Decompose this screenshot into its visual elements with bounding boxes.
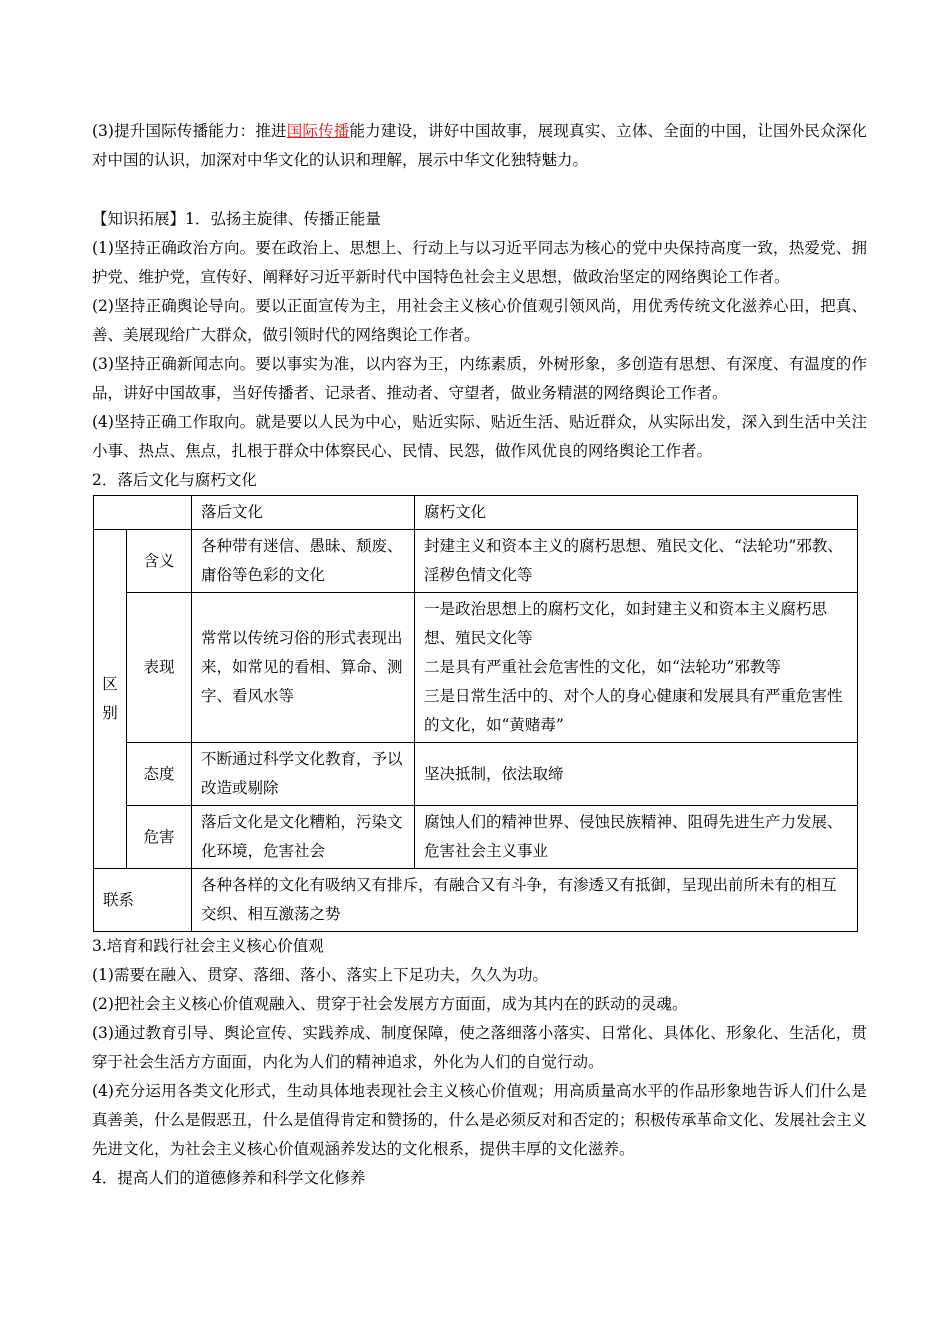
table-row <box>94 530 858 593</box>
section1-item-1: (1)坚持正确政治方向。要在政治上、思想上、行动上与以习近平同志为核心的党中央保持高度一致，热爱党、拥护党、维护党，宣传好、阐释好习近平新时代中国特色社会主义思想，做政治坚定的网络舆论工作者。 <box>92 239 867 286</box>
cell-backward-harm: 落后文化是文化糟粕，污染文化环境，危害社会 <box>192 806 415 869</box>
section3-item-4: (4)充分运用各类文化形式，生动具体地表现社会主义核心价值观；用高质量高水平的作品形象地告诉人们什么是真善美，什么是假恶丑，什么是值得肯定和赞扬的，什么是必须反对和否定的；积极传承革命文化、发展社会主义先进文化，为社会主义核心价值观涵养发达的文化根系，提供丰厚的文化滋养。 <box>92 1082 868 1158</box>
paragraph-international-communication <box>92 117 867 175</box>
header-decadent-culture: 腐朽文化 <box>415 496 858 530</box>
table-row <box>94 806 858 869</box>
table-row <box>94 869 858 932</box>
table-row <box>94 593 858 743</box>
section3-item-3: (3)通过教育引导、舆论宣传、实践养成、制度保障，使之落细落小落实、日常化、具体化、形象化、生活化，贯穿于社会生活方方面面，内化为人们的精神追求，外化为人们的自觉行动。 <box>92 1024 867 1071</box>
text-segment: (3)提升国际传播能力：推进 <box>92 122 287 140</box>
group-label-difference <box>94 530 127 869</box>
text-segment: 能力建设，讲好中国故事，展现真实、立体、全面的中国，让国外民众深化对中国的认识，加深对中华文化的认识和理解，展示中华文化独特魅力。 <box>92 122 867 169</box>
section3-item-1: (1)需要在融入、贯穿、落细、落小、落实上下足功夫，久久为功。 <box>92 966 548 984</box>
group-label-char: 别 <box>102 704 118 722</box>
row-label-harm: 危害 <box>127 806 192 869</box>
cell-decadent-meaning: 封建主义和资本主义的腐朽思想、殖民文化、“法轮功”邪教、淫秽色情文化等 <box>415 530 858 593</box>
cell-decadent-harm: 腐蚀人们的精神世界、侵蚀民族精神、阻碍先进生产力发展、危害社会主义事业 <box>415 806 858 869</box>
section3-item-2: (2)把社会主义核心价值观融入、贯穿于社会发展方方面面，成为其内在的跃动的灵魂。 <box>92 995 688 1013</box>
section2-title: 2．落后文化与腐朽文化 <box>92 471 257 489</box>
cell-decadent-attitude: 坚决抵制，依法取缔 <box>415 743 858 806</box>
decadent-manifestation-line: 二是具有严重社会危害性的文化，如“法轮功”邪教等 <box>424 658 781 676</box>
row-label-relation: 联系 <box>94 869 192 932</box>
cell-relation: 各种各样的文化有吸纳又有排斥，有融合又有斗争，有渗透又有抵御，呈现出前所未有的相互交织、相互激荡之势 <box>192 869 858 932</box>
cell-decadent-manifestation <box>415 593 858 743</box>
section1-title: 【知识拓展】1．弘扬主旋律、传播正能量 <box>92 210 381 228</box>
header-backward-culture: 落后文化 <box>192 496 415 530</box>
document-page <box>92 117 867 1193</box>
cell-backward-attitude: 不断通过科学文化教育，予以改造或剔除 <box>192 743 415 806</box>
row-label-meaning: 含义 <box>127 530 192 593</box>
table-corner-cell <box>94 496 192 530</box>
decadent-manifestation-line: 三是日常生活中的、对个人的身心健康和发展具有严重危害性的文化，如“黄赌毒” <box>424 687 843 734</box>
decadent-manifestation-line: 一是政治思想上的腐朽文化，如封建主义和资本主义腐朽思想、殖民文化等 <box>424 600 828 647</box>
international-communication-link[interactable]: 国际传播 <box>286 122 350 140</box>
row-label-attitude: 态度 <box>127 743 192 806</box>
section3-title: 3.培育和践行社会主义核心价值观 <box>92 937 324 955</box>
section1-item-3: (3)坚持正确新闻志向。要以事实为准，以内容为王，内练素质，外树形象，多创造有思想、有深度、有温度的作品，讲好中国故事，当好传播者、记录者、推动者、守望者，做业务精湛的网络舆论工作者。 <box>92 355 867 402</box>
table-header-row <box>94 496 858 530</box>
section1-item-4: (4)坚持正确工作取向。就是要以人民为中心，贴近实际、贴近生活、贴近群众，从实际出发，深入到生活中关注小事、热点、焦点，扎根于群众中体察民心、民情、民怨，做作风优良的网络舆论工作者。 <box>92 413 867 460</box>
culture-comparison-table <box>93 495 858 932</box>
row-label-manifestation: 表现 <box>127 593 192 743</box>
table-row <box>94 743 858 806</box>
section4-title: 4．提高人们的道德修养和科学文化修养 <box>92 1169 366 1187</box>
cell-backward-meaning: 各种带有迷信、愚昧、颓废、庸俗等色彩的文化 <box>192 530 415 593</box>
section1-item-2: (2)坚持正确舆论导向。要以正面宣传为主，用社会主义核心价值观引领风尚，用优秀传统文化滋养心田，把真、善、美展现给广大群众，做引领时代的网络舆论工作者。 <box>92 297 867 344</box>
group-label-char: 区 <box>102 675 118 693</box>
cell-backward-manifestation: 常常以传统习俗的形式表现出来，如常见的看相、算命、测字、看风水等 <box>192 593 415 743</box>
